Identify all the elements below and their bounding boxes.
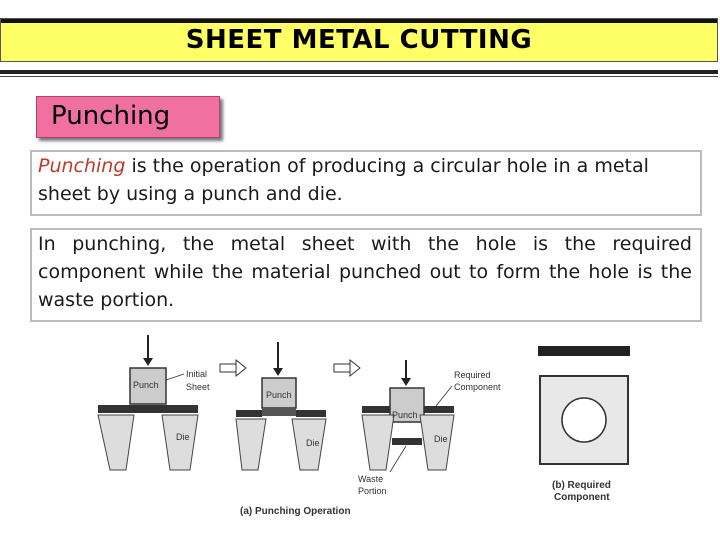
stage-arrow-1-head (236, 360, 246, 376)
label-die-1: Die (176, 432, 190, 442)
label-punch-3: Punch (392, 410, 418, 420)
definition-box (30, 150, 702, 216)
title-underline (0, 70, 718, 74)
leader-waste (390, 446, 406, 472)
component-hole (562, 398, 606, 442)
sheet-2-slug (262, 408, 296, 416)
label-punch-2: Punch (266, 390, 292, 400)
definition-text: is the operation of producing a circular hole in a metal sheet by using a punch and die. (38, 155, 649, 205)
punch-arrowhead-2 (273, 368, 283, 376)
die-right-1 (162, 415, 198, 470)
stage-arrow-1 (220, 360, 246, 376)
label-portion: Portion (358, 486, 387, 496)
label-die-3: Die (434, 434, 448, 444)
label-waste: Waste (358, 474, 384, 484)
stage-punching (236, 342, 326, 470)
sheet-3-right (424, 406, 454, 413)
title-top-rule (1, 19, 717, 23)
stage-arrow-2 (334, 360, 360, 376)
label-initial: Initial (186, 369, 208, 379)
stage-finished (358, 360, 501, 496)
definition-keyword: Punching (38, 155, 126, 177)
punch-arrowhead-3 (401, 378, 411, 386)
stage-arrow-2-shaft (334, 364, 350, 372)
label-component: Component (454, 382, 501, 392)
sheet-2-left (236, 410, 262, 417)
label-sheet: Sheet (186, 382, 210, 392)
label-punch-1: Punch (133, 380, 159, 390)
title-bar (0, 18, 718, 62)
section-heading (36, 96, 220, 138)
explanation-text: In punching, the metal sheet with the hole is the required component while the material punched out to form the hole is the waste portion. (38, 233, 692, 311)
required-component-view (538, 346, 630, 503)
sheet-3-left (362, 406, 390, 413)
sheet-2-right (296, 410, 326, 417)
stage-arrow-1-shaft (220, 364, 236, 372)
punch-arrowhead-1 (143, 358, 153, 366)
leader-initial (166, 374, 184, 380)
section-heading-label: Punching (51, 101, 171, 131)
die-left-3 (362, 415, 394, 470)
caption-b-line2: Component (554, 492, 610, 503)
die-left-2 (236, 419, 266, 470)
stage-arrow-2-head (350, 360, 360, 376)
die-left-1 (98, 415, 134, 470)
punching-diagram (90, 330, 650, 530)
stage-initial (98, 335, 210, 470)
explanation-box (30, 228, 702, 322)
waste-slug (392, 438, 422, 445)
leader-required (436, 386, 452, 406)
caption-b-line1: (b) Required (552, 480, 611, 491)
component-edge-view (538, 346, 630, 356)
page-title: SHEET METAL CUTTING (185, 25, 533, 55)
caption-a: (a) Punching Operation (240, 506, 351, 517)
title-underline-thin (0, 76, 718, 77)
label-required: Required (454, 370, 491, 380)
label-die-2: Die (306, 438, 320, 448)
sheet-1 (98, 405, 198, 413)
